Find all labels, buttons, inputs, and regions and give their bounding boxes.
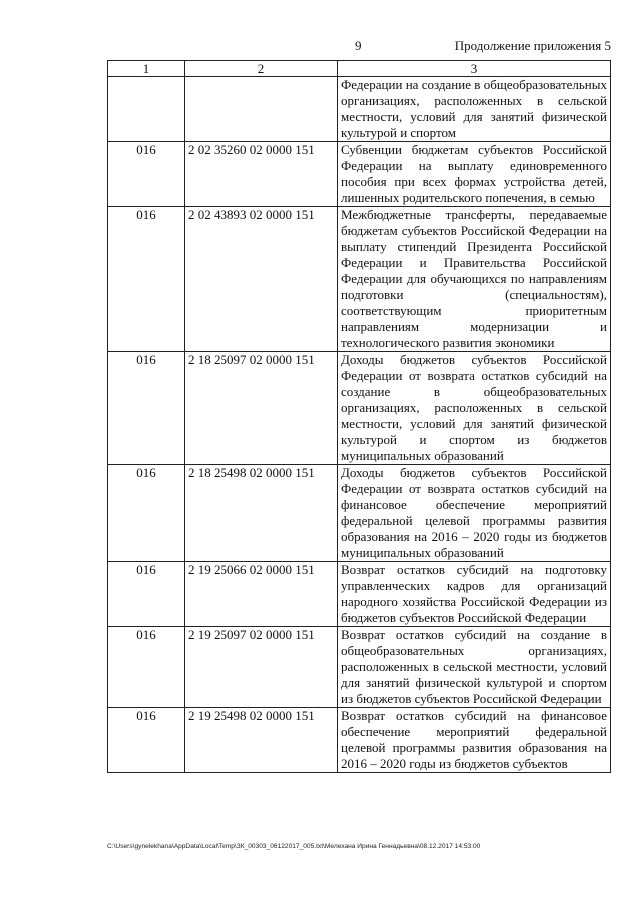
table-row [108,352,611,465]
budget-code-cell: 2 18 25097 02 0000 151 [185,352,338,465]
admin-code-cell: 016 [108,352,185,465]
revenue-name-cell: Доходы бюджетов субъектов Российской Федерации от возврата остатков субсидий на создание в общеобразовательных организациях, расположенных в сельской местности, условий для занятий физической культурой и спортом из бюджетов муниципальных образований [338,352,611,465]
table-row [108,77,611,142]
budget-code-cell: 2 19 25066 02 0000 151 [185,562,338,627]
column-header-3: 3 [338,61,611,77]
file-path-footer: C:\Users\gynelekhana\AppData\Local\Temp\ЗК_00303_06122017_005.txt\Мелехана Ирина Геннадьевна\08.12.2017 14:53:00 [107,843,481,850]
admin-code-cell: 016 [108,627,185,708]
budget-code-cell: 2 02 35260 02 0000 151 [185,142,338,207]
table-row [108,207,611,352]
table-row [108,627,611,708]
revenue-name-cell: Федерации на создание в общеобразовательных организациях, расположенных в сельской местности, условий для занятий физической культурой и спортом [338,77,611,142]
budget-code-cell: 2 19 25097 02 0000 151 [185,627,338,708]
column-header-2: 2 [185,61,338,77]
table-header-row [108,61,611,77]
budget-code-cell [185,77,338,142]
column-header-1: 1 [108,61,185,77]
table-row [108,465,611,562]
admin-code-cell: 016 [108,465,185,562]
admin-code-cell: 016 [108,142,185,207]
table-row [108,142,611,207]
table-row [108,708,611,773]
budget-code-cell: 2 19 25498 02 0000 151 [185,708,338,773]
revenue-name-cell: Доходы бюджетов субъектов Российской Федерации от возврата остатков субсидий на финансовое обеспечение мероприятий федеральной целевой программы развития образования на 2016 – 2020 годы из бюджетов муниципальных образований [338,465,611,562]
admin-code-cell: 016 [108,708,185,773]
admin-code-cell [108,77,185,142]
table-row [108,562,611,627]
admin-code-cell: 016 [108,562,185,627]
revenue-name-cell: Возврат остатков субсидий на подготовку управленческих кадров для организаций народного хозяйства Российской Федерации из бюджетов субъектов Российской Федерации [338,562,611,627]
admin-code-cell: 016 [108,207,185,352]
appendix-continuation-label: Продолжение приложения 5 [454,38,611,53]
revenue-name-cell: Субвенции бюджетам субъектов Российской Федерации на выплату единовременного пособия при всех формах устройства детей, лишенных родительского попечения, в семью [338,142,611,207]
page-number: 9 [355,38,362,53]
revenue-codes-table [107,60,611,773]
budget-code-cell: 2 02 43893 02 0000 151 [185,207,338,352]
budget-code-cell: 2 18 25498 02 0000 151 [185,465,338,562]
revenue-name-cell: Возврат остатков субсидий на финансовое обеспечение мероприятий федеральной целевой программы развития образования на 2016 – 2020 годы из бюджетов субъектов [338,708,611,773]
revenue-name-cell: Возврат остатков субсидий на создание в общеобразовательных организациях, расположенных в сельской местности, условий для занятий физической культурой и спортом из бюджетов субъектов Российской Федерации [338,627,611,708]
revenue-name-cell: Межбюджетные трансферты, передаваемые бюджетам субъектов Российской Федерации на выплату стипендий Президента Российской Федерации и Правительства Российской Федерации для обучающихся по направлениям подготовки (специальностям), соответствующим приоритетным направлениям модернизации и технологического развития экономики [338,207,611,352]
